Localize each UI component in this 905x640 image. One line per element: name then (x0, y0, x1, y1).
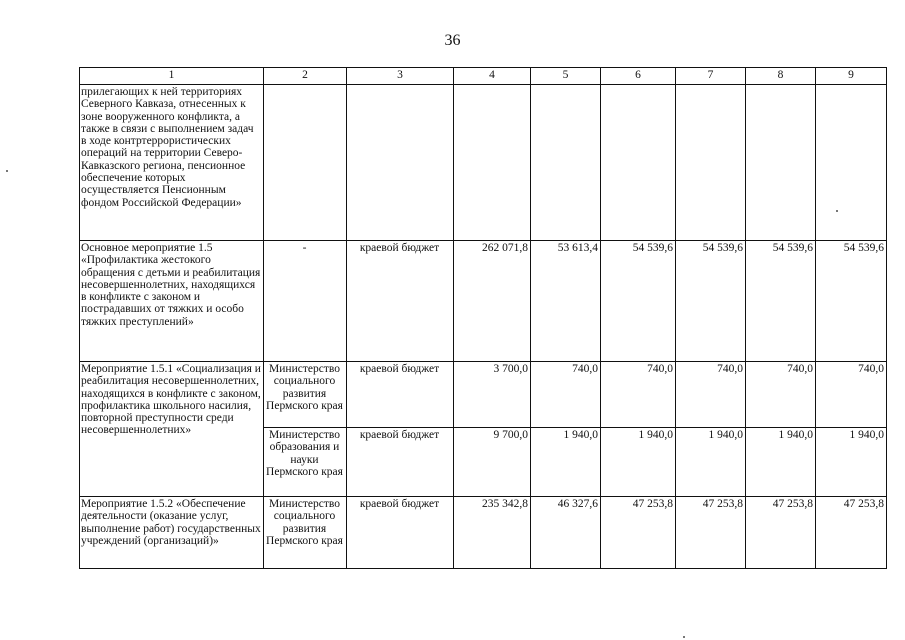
measure-name: Мероприятие 1.5.1 «Социализация и реабилитация несовершеннолетних, находящихся в конфликте с законом, профилактика школьного насилия, повторной преступности среди несовершеннолетних» (80, 362, 264, 497)
value-cell: 740,0 (676, 362, 746, 428)
table-row (80, 241, 887, 362)
funding-source-cell: краевой бюджет (347, 241, 454, 362)
value-cell: 1 940,0 (816, 428, 887, 497)
scan-speck (683, 636, 685, 638)
funding-source-cell: краевой бюджет (347, 428, 454, 497)
value-cell: 9 700,0 (454, 428, 531, 497)
executor-cell (264, 85, 347, 241)
value-cell: 46 327,6 (531, 497, 601, 569)
column-header: 1 (80, 68, 264, 85)
page-number: 36 (444, 32, 461, 49)
value-cell: 740,0 (816, 362, 887, 428)
value-cell: 235 342,8 (454, 497, 531, 569)
executor-cell: - (264, 241, 347, 362)
table-row (80, 362, 887, 428)
column-header: 7 (676, 68, 746, 85)
column-header: 3 (347, 68, 454, 85)
table-header-row (80, 68, 887, 85)
executor-cell: Министерство образования и науки Пермского края (264, 428, 347, 497)
scan-speck (836, 210, 838, 212)
value-cell: 47 253,8 (746, 497, 816, 569)
value-cell: 740,0 (531, 362, 601, 428)
value-cell: 54 539,6 (601, 241, 676, 362)
value-cell: 47 253,8 (816, 497, 887, 569)
scan-speck (6, 170, 8, 172)
value-cell: 740,0 (746, 362, 816, 428)
value-cell (676, 85, 746, 241)
column-header: 5 (531, 68, 601, 85)
value-cell (601, 85, 676, 241)
executor-cell: Министерство социального развития Пермского края (264, 497, 347, 569)
value-cell (454, 85, 531, 241)
funding-source-cell: краевой бюджет (347, 362, 454, 428)
value-cell: 54 539,6 (746, 241, 816, 362)
value-cell (816, 85, 887, 241)
value-cell: 47 253,8 (601, 497, 676, 569)
value-cell (531, 85, 601, 241)
value-cell: 740,0 (601, 362, 676, 428)
column-header: 9 (816, 68, 887, 85)
measure-name: Мероприятие 1.5.2 «Обеспечение деятельности (оказание услуг, выполнение работ) государственных учреждений (организаций)» (80, 497, 264, 569)
column-header: 6 (601, 68, 676, 85)
executor-cell: Министерство социального развития Пермского края (264, 362, 347, 428)
measure-name: прилегающих к ней территориях Северного Кавказа, отнесенных к зоне вооруженного конфликта, а также в связи с выполнением задач в ходе контртеррористических операций на территории Северо-Кавказского региона, пенсионное обеспечение которых осуществляется Пенсионным фондом Российской Федерации» (80, 85, 264, 241)
value-cell: 1 940,0 (601, 428, 676, 497)
value-cell: 1 940,0 (531, 428, 601, 497)
funding-source-cell: краевой бюджет (347, 497, 454, 569)
column-header: 4 (454, 68, 531, 85)
table-row (80, 497, 887, 569)
funding-source-cell (347, 85, 454, 241)
value-cell: 3 700,0 (454, 362, 531, 428)
value-cell: 1 940,0 (676, 428, 746, 497)
budget-table (79, 67, 887, 569)
measure-name: Основное мероприятие 1.5 «Профилактика жестокого обращения с детьми и реабилитация несовершеннолетних, находящихся в конфликте с законом и пострадавших от тяжких и особо тяжких преступлений» (80, 241, 264, 362)
column-header: 8 (746, 68, 816, 85)
value-cell: 47 253,8 (676, 497, 746, 569)
table-row (80, 85, 887, 241)
value-cell: 1 940,0 (746, 428, 816, 497)
value-cell: 262 071,8 (454, 241, 531, 362)
value-cell: 54 539,6 (676, 241, 746, 362)
column-header: 2 (264, 68, 347, 85)
value-cell: 53 613,4 (531, 241, 601, 362)
value-cell (746, 85, 816, 241)
value-cell: 54 539,6 (816, 241, 887, 362)
